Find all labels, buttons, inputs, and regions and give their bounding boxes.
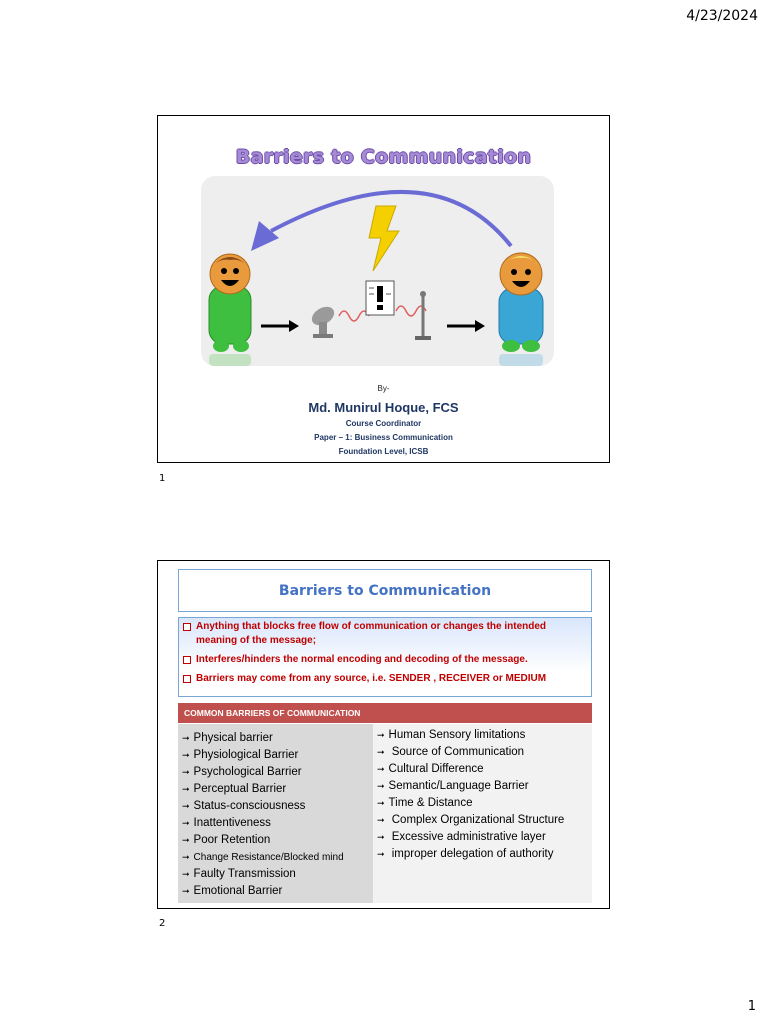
arrow-bullet-icon: ➞ <box>377 798 385 808</box>
definition-bullet: Interferes/hinders the normal encoding and decoding of the message. <box>183 653 587 667</box>
slide-2 <box>157 560 610 909</box>
author-name: Md. Munirul Hoque, FCS <box>308 400 459 415</box>
list-item: ➞ Time & Distance <box>377 797 473 809</box>
receiver-figure <box>499 253 543 352</box>
arrow-bullet-icon: ➞ <box>377 815 385 825</box>
list-item: ➞ Cultural Difference <box>377 763 484 775</box>
list-item: ➞ Poor Retention <box>182 834 271 846</box>
arrow-bullet-icon: ➞ <box>182 835 190 845</box>
checkbox-bullet-icon <box>183 656 191 664</box>
arrow-bullet-icon: ➞ <box>182 818 190 828</box>
definition-bullet: Anything that blocks free flow of communication or changes the intended meaning of the message; <box>183 620 587 648</box>
arrow-bullet-icon: ➞ <box>182 784 190 794</box>
sender-figure <box>209 254 251 352</box>
arrow-bullet-icon: ➞ <box>377 832 385 842</box>
arrow-bullet-icon: ➞ <box>182 801 190 811</box>
slide-1 <box>157 115 610 463</box>
definition-box <box>178 617 592 697</box>
definition-bullet: Barriers may come from any source, i.e. SENDER , RECEIVER or MEDIUM <box>183 672 587 686</box>
arrow-bullet-icon: ➞ <box>377 730 385 740</box>
page-number: 1 <box>747 999 756 1014</box>
section-header: COMMON BARRIERS OF COMMUNICATION <box>178 703 592 723</box>
checkbox-bullet-icon <box>183 675 191 683</box>
list-item: ➞ Emotional Barrier <box>182 885 283 897</box>
list-item: ➞ Physiological Barrier <box>182 749 299 761</box>
list-item: ➞ Excessive administrative layer <box>377 831 546 843</box>
arrow-bullet-icon: ➞ <box>377 849 385 859</box>
author-role: Paper – 1: Business Communication <box>314 433 453 442</box>
barrier-list-right <box>373 724 592 903</box>
arrow-bullet-icon: ➞ <box>182 852 190 862</box>
list-item: ➞ Complex Organizational Structure <box>377 814 565 826</box>
slide-number: 2 <box>159 918 166 929</box>
arrow-bullet-icon: ➞ <box>182 869 190 879</box>
slide-number: 1 <box>159 473 166 484</box>
list-item: ➞ Inattentiveness <box>182 817 271 829</box>
list-item: ➞ improper delegation of authority <box>377 848 554 860</box>
list-item: ➞ Perceptual Barrier <box>182 783 287 795</box>
list-item: ➞ Semantic/Language Barrier <box>377 780 529 792</box>
page-date: 4/23/2024 <box>686 8 758 24</box>
arrow-bullet-icon: ➞ <box>377 764 385 774</box>
list-item: ➞ Psychological Barrier <box>182 766 302 778</box>
arrow-bullet-icon: ➞ <box>182 767 190 777</box>
list-item: ➞ Source of Communication <box>377 746 525 758</box>
arrow-bullet-icon: ➞ <box>182 750 190 760</box>
noise-sign <box>366 281 394 315</box>
arrow-bullet-icon: ➞ <box>377 747 385 757</box>
arrow-bullet-icon: ➞ <box>182 733 190 743</box>
barrier-list-left <box>178 724 373 903</box>
list-item: ➞ Change Resistance/Blocked mind <box>182 852 344 863</box>
by-line: By- <box>377 384 390 393</box>
list-item: ➞ Human Sensory limitations <box>377 729 526 741</box>
list-item: ➞ Faulty Transmission <box>182 868 296 880</box>
communication-illustration <box>201 176 554 366</box>
checkbox-bullet-icon <box>183 623 191 631</box>
arrow-bullet-icon: ➞ <box>377 781 385 791</box>
slide-title: Barriers to Communication <box>235 146 532 168</box>
author-role: Foundation Level, ICSB <box>338 447 429 456</box>
list-item: ➞ Status-consciousness <box>182 800 306 812</box>
author-role: Course Coordinator <box>345 419 422 428</box>
arrow-bullet-icon: ➞ <box>182 886 190 896</box>
list-item: ➞ Physical barrier <box>182 732 273 744</box>
slide-title: Barriers to Communication <box>278 582 492 599</box>
slide-title-box <box>178 569 592 612</box>
